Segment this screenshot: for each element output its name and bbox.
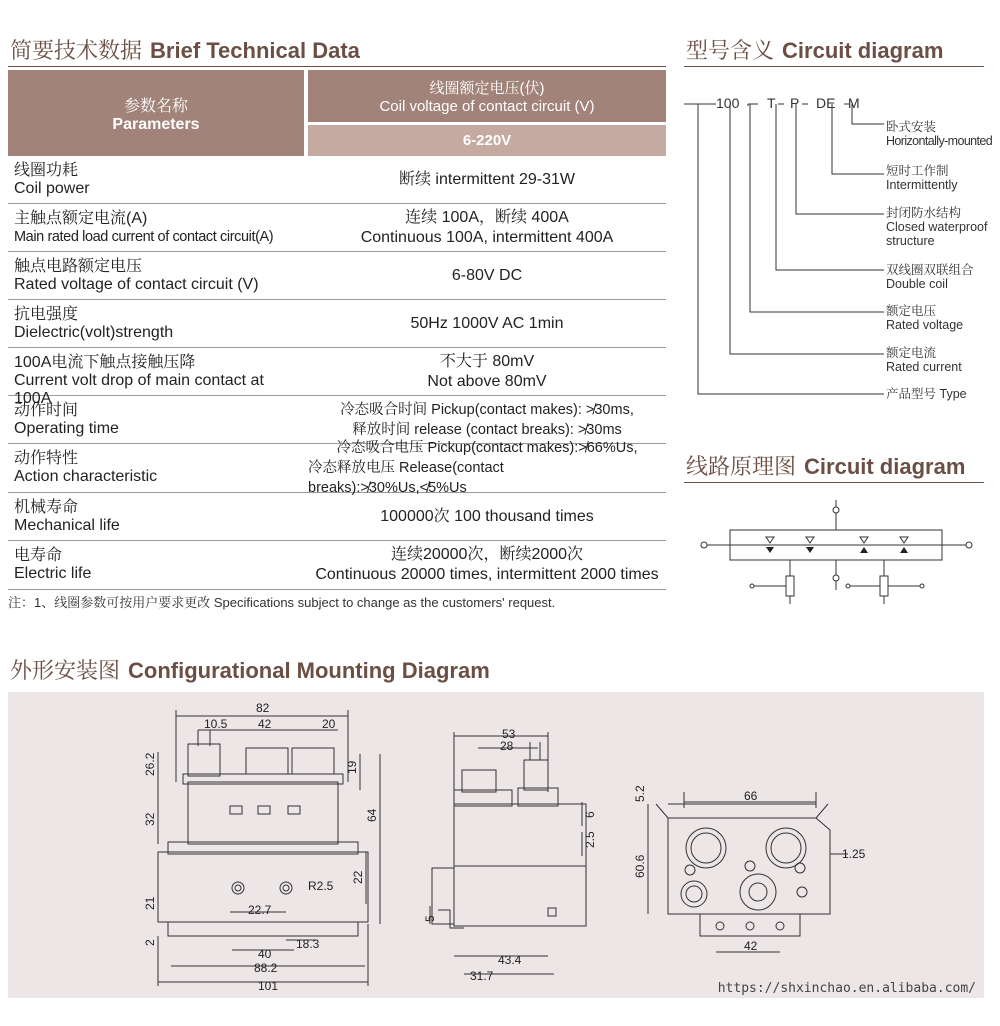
value-line-1: 冷态吸合电压 Pickup(contact makes):≯66%Us, bbox=[336, 440, 638, 456]
spec-row-param bbox=[8, 396, 304, 443]
param-cn: 动作时间 bbox=[14, 402, 79, 419]
value-line-2: Continuous 20000 times, intermittent 2000 times bbox=[315, 566, 659, 583]
dimension-label: 2 bbox=[143, 939, 157, 946]
value-line-2: Continuous 100A, intermittent 400A bbox=[360, 228, 614, 246]
spec-row-value bbox=[304, 300, 666, 347]
circuit-title-cn: 线路原理图 bbox=[686, 454, 797, 479]
value-line-1: 100000次 100 thousand times bbox=[380, 507, 594, 525]
spec-row-param bbox=[8, 300, 304, 347]
value-line-2: Not above 80mV bbox=[427, 372, 547, 390]
circuit-schematic bbox=[690, 500, 980, 610]
value-line-1: 冷态吸合时间 Pickup(contact makes): ≯30ms, bbox=[340, 401, 634, 418]
param-header-en: Parameters bbox=[112, 115, 200, 133]
tech-data-title bbox=[10, 34, 360, 65]
param-en: Dielectric(volt)strength bbox=[14, 324, 174, 341]
model-code-title-en: Circuit diagram bbox=[782, 38, 944, 63]
param-en: Action characteristic bbox=[14, 468, 158, 485]
spec-row bbox=[8, 252, 666, 300]
value-line-2: 冷态释放电压 Release(contact breaks):≯30%Us,≮5%Us bbox=[308, 460, 504, 496]
code-part-p: P bbox=[790, 95, 800, 111]
dimension-label: 88.2 bbox=[254, 961, 278, 975]
dimension-label: 22 bbox=[351, 870, 365, 884]
dimension-label: 20 bbox=[322, 717, 336, 731]
spec-row-param bbox=[8, 348, 304, 407]
label-rated-voltage: 额定电压 Rated voltage bbox=[886, 304, 964, 332]
spec-table bbox=[8, 70, 666, 590]
dimension-label: 28 bbox=[500, 739, 514, 753]
spec-row-value bbox=[304, 348, 666, 395]
mounting-title-cn: 外形安装图 bbox=[10, 658, 121, 683]
label-type: 产品型号 Type bbox=[886, 387, 967, 401]
spec-row-param bbox=[8, 493, 304, 540]
dimension-label: 43.4 bbox=[498, 953, 522, 967]
circuit-title bbox=[686, 450, 965, 481]
label-waterproof: 封闭防水结构 Closed waterproof structure bbox=[886, 206, 988, 248]
model-code-rule bbox=[684, 66, 984, 67]
spec-row-value bbox=[304, 493, 666, 540]
param-cn: 机械寿命 bbox=[14, 499, 79, 516]
code-part-m: M bbox=[848, 95, 860, 111]
side-right-boss bbox=[518, 788, 558, 806]
tech-data-title-cn: 简要技术数据 bbox=[10, 38, 143, 63]
label-rated-current: 额定电流 Rated current bbox=[886, 346, 962, 374]
label-intermittent: 短时工作制 Intermittently bbox=[886, 164, 958, 192]
dimension-label: R2.5 bbox=[308, 879, 334, 893]
label-horizontal: 卧式安装 Horizontally-mounted bbox=[886, 120, 993, 148]
coil-header bbox=[308, 70, 666, 122]
label-double-coil: 双线圈双联组合 Double coil bbox=[886, 263, 974, 291]
dimension-label: 31.7 bbox=[470, 969, 494, 983]
param-cn: 触点电路额定电压 bbox=[14, 258, 143, 275]
spec-row bbox=[8, 204, 666, 252]
spec-row-value bbox=[304, 252, 666, 299]
dimension-label: 6 bbox=[583, 811, 597, 818]
mounting-drawing bbox=[8, 692, 984, 998]
dimension-label: 64 bbox=[365, 808, 379, 822]
dimension-label: 42 bbox=[744, 939, 758, 953]
spec-row-param bbox=[8, 541, 304, 589]
spec-row-value bbox=[304, 396, 666, 443]
spec-row-param bbox=[8, 252, 304, 299]
spec-row-value bbox=[304, 156, 666, 203]
dimension-label: 19 bbox=[345, 760, 359, 774]
spec-row bbox=[8, 300, 666, 348]
param-cn: 动作特性 bbox=[14, 450, 79, 467]
param-header-cn: 参数名称 bbox=[123, 97, 188, 115]
coil-header-cn: 线圈额定电压(伏) bbox=[429, 80, 545, 97]
dimension-label: 18.3 bbox=[296, 937, 320, 951]
mounting-drawing-panel bbox=[8, 692, 984, 998]
spec-row bbox=[8, 348, 666, 407]
dimension-label: 21 bbox=[143, 896, 157, 910]
terminal-3 bbox=[292, 748, 334, 774]
param-en: Rated voltage of contact circuit (V) bbox=[14, 276, 259, 293]
dimension-label: 5 bbox=[423, 915, 437, 922]
spec-row bbox=[8, 156, 666, 204]
circuit-title-en: Circuit diagram bbox=[804, 454, 966, 479]
spec-row-value bbox=[304, 440, 666, 496]
dimension-label: 101 bbox=[258, 979, 279, 993]
spec-row-param bbox=[8, 204, 304, 251]
circuit-rule bbox=[684, 482, 984, 483]
dimension-label: 2.5 bbox=[583, 831, 597, 848]
side-lower-body bbox=[454, 866, 586, 926]
mounting-title-en: Configurational Mounting Diagram bbox=[128, 658, 490, 683]
value-line-1: 断续 intermittent 29-31W bbox=[398, 170, 576, 188]
dimension-label: 22.7 bbox=[248, 903, 272, 917]
dimension-label: 60.6 bbox=[633, 854, 647, 878]
dimension-label: 53 bbox=[502, 727, 516, 741]
side-body bbox=[454, 804, 586, 866]
terminal-2 bbox=[246, 748, 288, 774]
param-cn: 电寿命 bbox=[14, 547, 63, 564]
spec-row-value bbox=[304, 204, 666, 251]
value-line-1: 不大于 80mV bbox=[439, 352, 535, 370]
front-body bbox=[188, 782, 338, 844]
dimension-label: 10.5 bbox=[204, 717, 228, 731]
model-code-title bbox=[686, 34, 943, 65]
terminal-1 bbox=[188, 744, 220, 776]
spec-row-param bbox=[8, 156, 304, 203]
coil-range-header: 6-220V bbox=[308, 125, 666, 156]
spec-row bbox=[8, 493, 666, 541]
dimension-label: 32 bbox=[143, 812, 157, 826]
param-cn: 主触点额定电流(A) bbox=[14, 210, 148, 227]
dimension-label: 82 bbox=[256, 701, 270, 715]
value-line-2: 释放时间 release (contact breaks): ≯30ms bbox=[352, 421, 622, 438]
spec-row-value bbox=[304, 541, 666, 589]
param-en: Coil power bbox=[14, 180, 90, 197]
watermark-url: https://shxinchao.en.alibaba.com/ bbox=[717, 981, 976, 996]
param-cn: 线圈功耗 bbox=[14, 162, 79, 179]
param-en: Operating time bbox=[14, 420, 119, 437]
param-cn: 抗电强度 bbox=[14, 306, 79, 323]
param-en: Electric life bbox=[14, 565, 92, 582]
param-header bbox=[8, 70, 304, 156]
value-line-1: 连续20000次，断续2000次 bbox=[390, 546, 584, 563]
param-en: Current volt drop of main contact at 100A bbox=[14, 372, 264, 407]
spec-row bbox=[8, 440, 666, 496]
tech-data-title-en: Brief Technical Data bbox=[150, 38, 360, 63]
dimension-label: 40 bbox=[258, 947, 272, 961]
dimension-label: 26.2 bbox=[143, 752, 157, 776]
spec-row bbox=[8, 541, 666, 590]
code-part-de: DE bbox=[816, 95, 836, 111]
dimension-label: 42 bbox=[258, 717, 272, 731]
tech-data-rule bbox=[8, 66, 666, 67]
mounting-title bbox=[10, 654, 490, 685]
param-en: Main rated load current of contact circuit(A) bbox=[14, 229, 274, 245]
table-note: 注：1、线圈参数可按用户要求更改 Specifications subject to change as the customers' request. bbox=[8, 595, 556, 610]
coil-header-en: Coil voltage of contact circuit (V) bbox=[379, 98, 595, 115]
dimension-label: 1.25 bbox=[842, 847, 866, 861]
model-code-title-cn: 型号含义 bbox=[686, 38, 775, 63]
value-line-1: 6-80V DC bbox=[451, 266, 523, 284]
code-part-t: T bbox=[767, 95, 776, 111]
dimension-label: 5.2 bbox=[633, 785, 647, 802]
code-part-100: 100 bbox=[716, 95, 740, 111]
dimension-label: 66 bbox=[744, 789, 758, 803]
value-line-1: 50Hz 1000V AC 1min bbox=[410, 314, 564, 332]
spec-row-param bbox=[8, 444, 304, 492]
model-code-diagram bbox=[684, 86, 996, 406]
param-cn: 100A电流下触点接触压降 bbox=[14, 354, 196, 371]
value-line-1: 连续 100A，断续 400A bbox=[405, 208, 569, 226]
param-en: Mechanical life bbox=[14, 517, 120, 534]
spec-rows bbox=[8, 156, 666, 590]
spec-row bbox=[8, 396, 666, 444]
spec-table-header bbox=[8, 70, 666, 156]
